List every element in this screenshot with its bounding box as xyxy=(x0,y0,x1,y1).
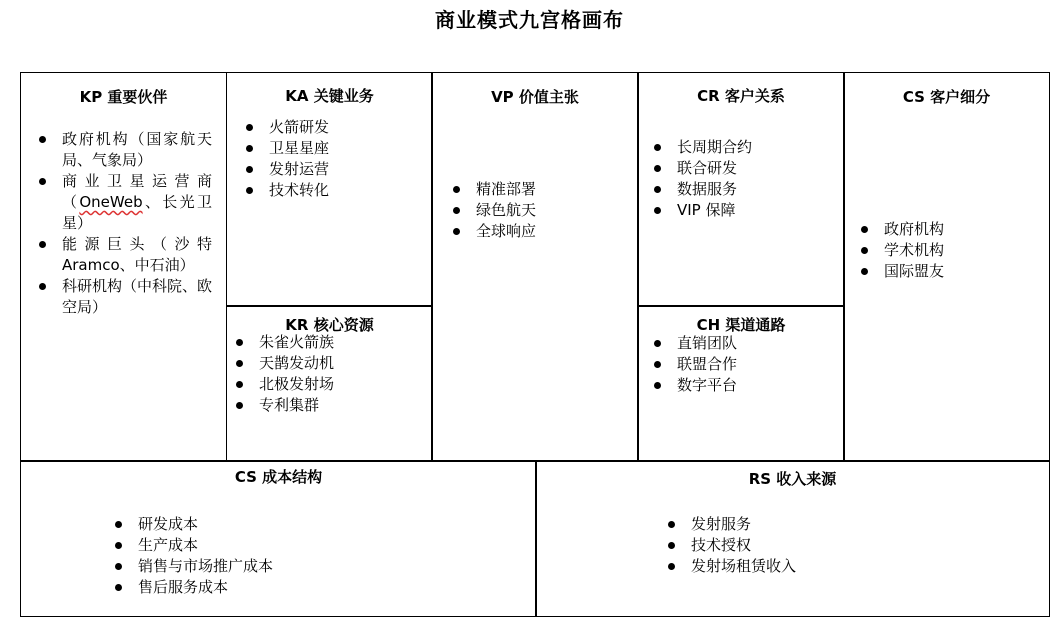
value-proposition-block xyxy=(431,72,639,462)
list-item: 技术授权 xyxy=(667,535,796,556)
key-activities-heading: KA 关键业务 xyxy=(285,87,374,105)
list-item: 售后服务成本 xyxy=(114,577,273,598)
key-resources-heading: KR 核心资源 xyxy=(285,316,374,334)
page-title: 商业模式九宫格画布 xyxy=(435,8,624,32)
revenue-streams-heading: RS 收入来源 xyxy=(748,470,837,488)
list-item: VIP 保障 xyxy=(653,200,752,221)
list-item: 数据服务 xyxy=(653,179,752,200)
list-item: 数字平台 xyxy=(653,375,737,396)
key-activities-list xyxy=(245,117,329,201)
list-item: 联盟合作 xyxy=(653,354,737,375)
channels-heading: CH 渠道通路 xyxy=(696,316,786,334)
list-item: 销售与市场推广成本 xyxy=(114,556,273,577)
list-item xyxy=(38,171,212,234)
cost-structure-block xyxy=(20,460,537,617)
cost-structure-list xyxy=(114,514,273,598)
key-resources-list xyxy=(235,332,334,416)
list-item xyxy=(38,276,212,318)
key-activities-block xyxy=(226,72,433,307)
list-item: 朱雀火箭族 xyxy=(235,332,334,353)
list-item-text: 能源巨头（沙特Aramco、中石油） xyxy=(62,235,212,274)
list-item: 绿色航天 xyxy=(452,200,536,221)
customer-relationships-list xyxy=(653,137,752,221)
list-item-text: 政府机构（国家航天局、气象局） xyxy=(62,130,212,169)
key-partners-heading: KP 重要伙伴 xyxy=(79,88,168,106)
list-item xyxy=(38,234,212,276)
customer-segments-heading: CS 客户细分 xyxy=(902,88,991,106)
channels-list xyxy=(653,333,737,396)
list-item: 直销团队 xyxy=(653,333,737,354)
key-partners-list xyxy=(38,129,212,318)
list-item-text: OneWeb xyxy=(79,193,143,211)
list-item: 精准部署 xyxy=(452,179,536,200)
list-item: 卫星星座 xyxy=(245,138,329,159)
revenue-streams-block xyxy=(535,460,1050,617)
list-item: 长周期合约 xyxy=(653,137,752,158)
list-item: 火箭研发 xyxy=(245,117,329,138)
list-item: 发射场租赁收入 xyxy=(667,556,796,577)
key-partners-block xyxy=(20,72,227,462)
list-item: 发射运营 xyxy=(245,159,329,180)
list-item: 技术转化 xyxy=(245,180,329,201)
list-item: 生产成本 xyxy=(114,535,273,556)
list-item-text: 商业卫星运营商（ xyxy=(62,172,212,211)
list-item: 天鹊发动机 xyxy=(235,353,334,374)
customer-relationships-block xyxy=(637,72,845,307)
list-item xyxy=(38,129,212,171)
list-item: 国际盟友 xyxy=(860,261,944,282)
value-proposition-heading: VP 价值主张 xyxy=(491,88,579,106)
customer-relationships-heading: CR 客户关系 xyxy=(697,87,785,105)
key-resources-block xyxy=(226,305,433,462)
customer-segments-block xyxy=(843,72,1050,462)
channels-block xyxy=(637,305,845,462)
list-item: 专利集群 xyxy=(235,395,334,416)
value-proposition-list xyxy=(452,179,536,242)
list-item: 研发成本 xyxy=(114,514,273,535)
list-item: 政府机构 xyxy=(860,219,944,240)
list-item-text: 科研机构（中科院、欧空局） xyxy=(62,277,213,316)
revenue-streams-list xyxy=(667,514,796,577)
list-item-text: 、长光卫星） xyxy=(62,193,212,232)
customer-segments-list xyxy=(860,219,944,282)
cost-structure-heading: CS 成本结构 xyxy=(234,468,323,486)
list-item: 北极发射场 xyxy=(235,374,334,395)
list-item: 全球响应 xyxy=(452,221,536,242)
list-item: 发射服务 xyxy=(667,514,796,535)
list-item: 联合研发 xyxy=(653,158,752,179)
list-item: 学术机构 xyxy=(860,240,944,261)
